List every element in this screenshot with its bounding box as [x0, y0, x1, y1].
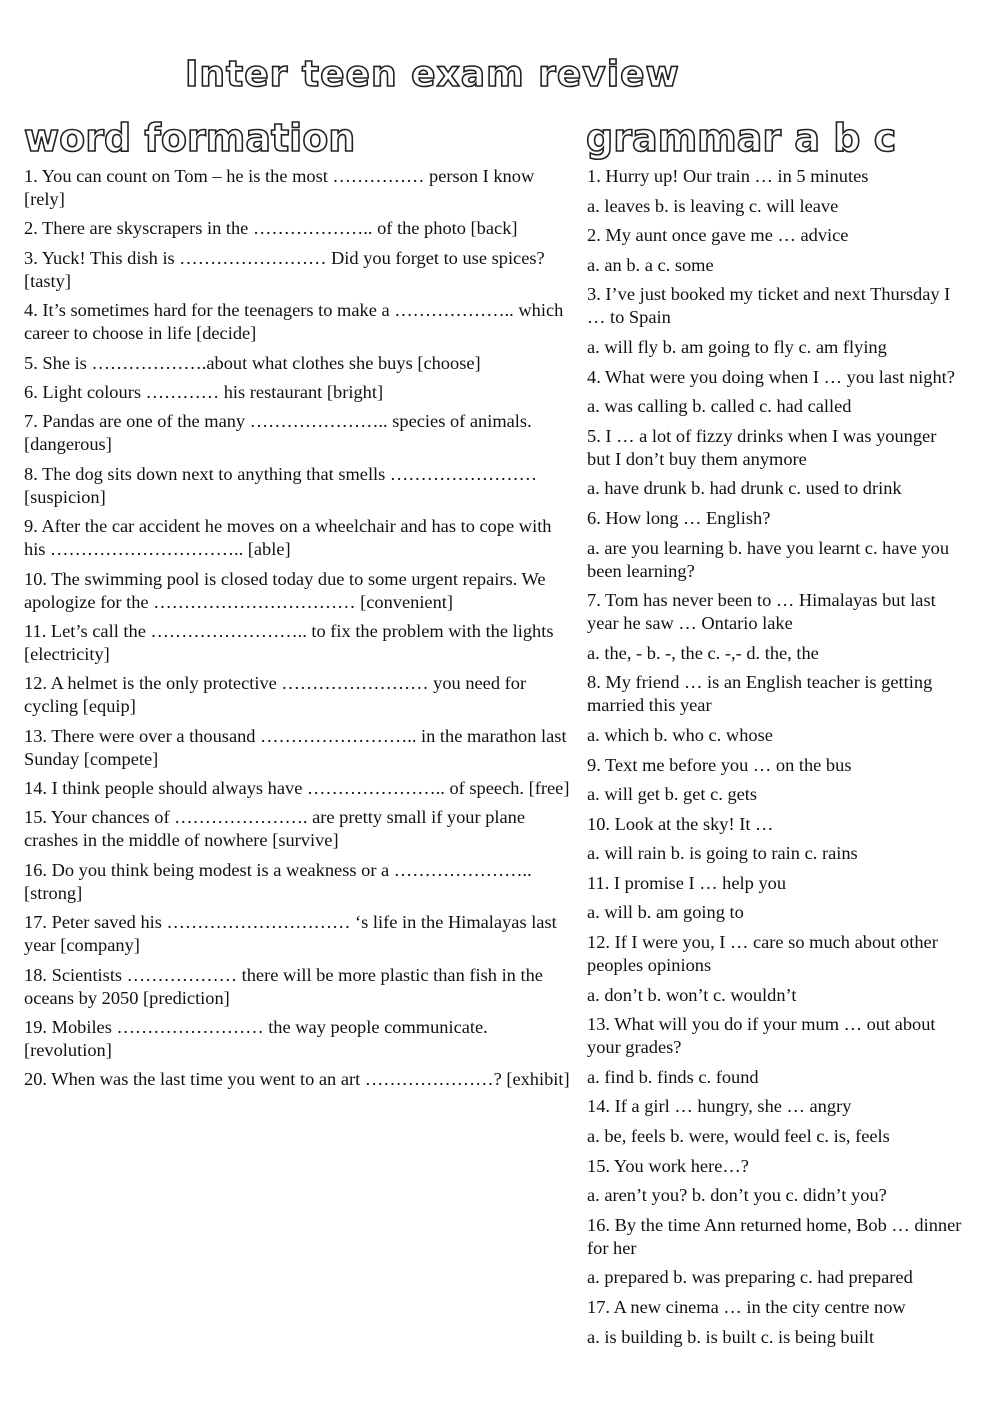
grammar-question: 10. Look at the sky! It … [587, 813, 774, 834]
grammar-options: a. is building b. is built c. is being built [587, 1326, 875, 1347]
grammar-options: a. are you learning b. have you learnt c. have you been learning? [587, 537, 950, 581]
grammar-heading: grammar a b c [586, 116, 897, 160]
grammar-question: 3. I’ve just booked my ticket and next Thursday I … to Spain [587, 284, 951, 328]
word-formation-item: 11. Let’s call the …………………….. to fix the problem with the lights [electricity] [24, 620, 554, 664]
word-formation-item: 2. There are skyscrapers in the ……………….. of the photo [back] [24, 218, 518, 239]
word-formation-item: 8. The dog sits down next to anything that smells …………………… [suspicion] [24, 463, 538, 507]
grammar-question: 14. If a girl … hungry, she … angry [587, 1096, 852, 1117]
word-formation-item: 19. Mobiles …………………… the way people communicate. [revolution] [24, 1017, 488, 1061]
grammar-question: 2. My aunt once gave me … advice [587, 225, 849, 246]
grammar-question: 1. Hurry up! Our train … in 5 minutes [587, 166, 869, 186]
grammar-question: 6. How long … English? [587, 507, 771, 528]
word-formation-item: 20. When was the last time you went to an art …………………? [exhibit] [24, 1069, 570, 1090]
grammar-options: a. an b. a c. some [587, 254, 714, 275]
grammar-options: a. aren’t you? b. don’t you c. didn’t you? [587, 1185, 887, 1206]
grammar-options: a. will b. am going to [587, 902, 744, 923]
page-title: Inter teen exam review [185, 54, 680, 95]
word-formation-item: 13. There were over a thousand …………………….. in the marathon last Sunday [compete] [24, 725, 567, 769]
grammar-question: 16. By the time Ann returned home, Bob … dinner for her [587, 1214, 962, 1258]
grammar-options: a. find b. finds c. found [587, 1066, 759, 1087]
grammar-options: a. the, - b. -, the c. -,- d. the, the [587, 642, 819, 663]
grammar-question: 15. You work here…? [587, 1155, 749, 1176]
word-formation-heading: word formation [24, 116, 356, 160]
word-formation-item: 7. Pandas are one of the many ………………….. species of animals. [dangerous] [24, 411, 532, 455]
word-formation-item: 1. You can count on Tom – he is the most …………… person I know [rely] [24, 166, 535, 209]
grammar-options: a. was calling b. called c. had called [587, 396, 852, 417]
grammar-question: 8. My friend … is an English teacher is getting married this year [587, 672, 933, 716]
word-formation-item: 18. Scientists ……………… there will be more plastic than fish in the oceans by 2050 [prediction] [24, 964, 543, 1008]
grammar-options: a. be, feels b. were, would feel c. is, feels [587, 1126, 890, 1147]
grammar-options: a. will rain b. is going to rain c. rains [587, 843, 858, 864]
word-formation-item: 12. A helmet is the only protective …………………… you need for cycling [equip] [24, 673, 527, 717]
word-formation-item: 14. I think people should always have ………………….. of speech. [free] [24, 778, 570, 799]
grammar-question: 5. I … a lot of fizzy drinks when I was younger but I don’t buy them anymore [587, 425, 937, 469]
word-formation-item: 10. The swimming pool is closed today due to some urgent repairs. We apologize for the …………………………… [convenient] [24, 568, 546, 612]
grammar-options: a. prepared b. was preparing c. had prepared [587, 1267, 913, 1288]
grammar-options: a. will fly b. am going to fly c. am flying [587, 336, 887, 357]
word-formation-item: 16. Do you think being modest is a weakness or a ………………….. [strong] [24, 859, 532, 903]
word-formation-item: 5. She is ……………….about what clothes she buys [choose] [24, 352, 481, 373]
grammar-question: 7. Tom has never been to … Himalayas but last year he saw … Ontario lake [587, 590, 936, 634]
grammar-options: a. will get b. get c. gets [587, 784, 758, 805]
word-formation-item: 15. Your chances of …………………. are pretty small if your plane crashes in the middle of nowhere [survive] [24, 807, 526, 851]
grammar-question: 4. What were you doing when I … you last night? [587, 366, 955, 387]
word-formation-item: 9. After the car accident he moves on a wheelchair and has to cope with his ………………………….. [able] [24, 516, 552, 560]
grammar-options: a. which b. who c. whose [587, 724, 773, 745]
word-formation-column [24, 165, 572, 1098]
word-formation-item: 17. Peter saved his ………………………… ‘s life in the Himalayas last year [company] [24, 912, 557, 956]
word-formation-item: 6. Light colours ………… his restaurant [bright] [24, 381, 384, 402]
grammar-options: a. have drunk b. had drunk c. used to drink [587, 478, 902, 499]
grammar-question: 11. I promise I … help you [587, 872, 787, 893]
grammar-options: a. leaves b. is leaving c. will leave [587, 195, 839, 216]
grammar-question: 13. What will you do if your mum … out about your grades? [587, 1014, 936, 1058]
word-formation-item: 4. It’s sometimes hard for the teenagers to make a ……………….. which career to choose in life [decide] [24, 300, 564, 344]
grammar-question: 9. Text me before you … on the bus [587, 754, 852, 775]
grammar-column [587, 165, 962, 1355]
grammar-options: a. don’t b. won’t c. wouldn’t [587, 984, 797, 1005]
grammar-question: 17. A new cinema … in the city centre now [587, 1297, 906, 1317]
grammar-question: 12. If I were you, I … care so much about other peoples opinions [587, 932, 938, 976]
word-formation-item: 3. Yuck! This dish is …………………… Did you forget to use spices? [tasty] [24, 247, 545, 291]
